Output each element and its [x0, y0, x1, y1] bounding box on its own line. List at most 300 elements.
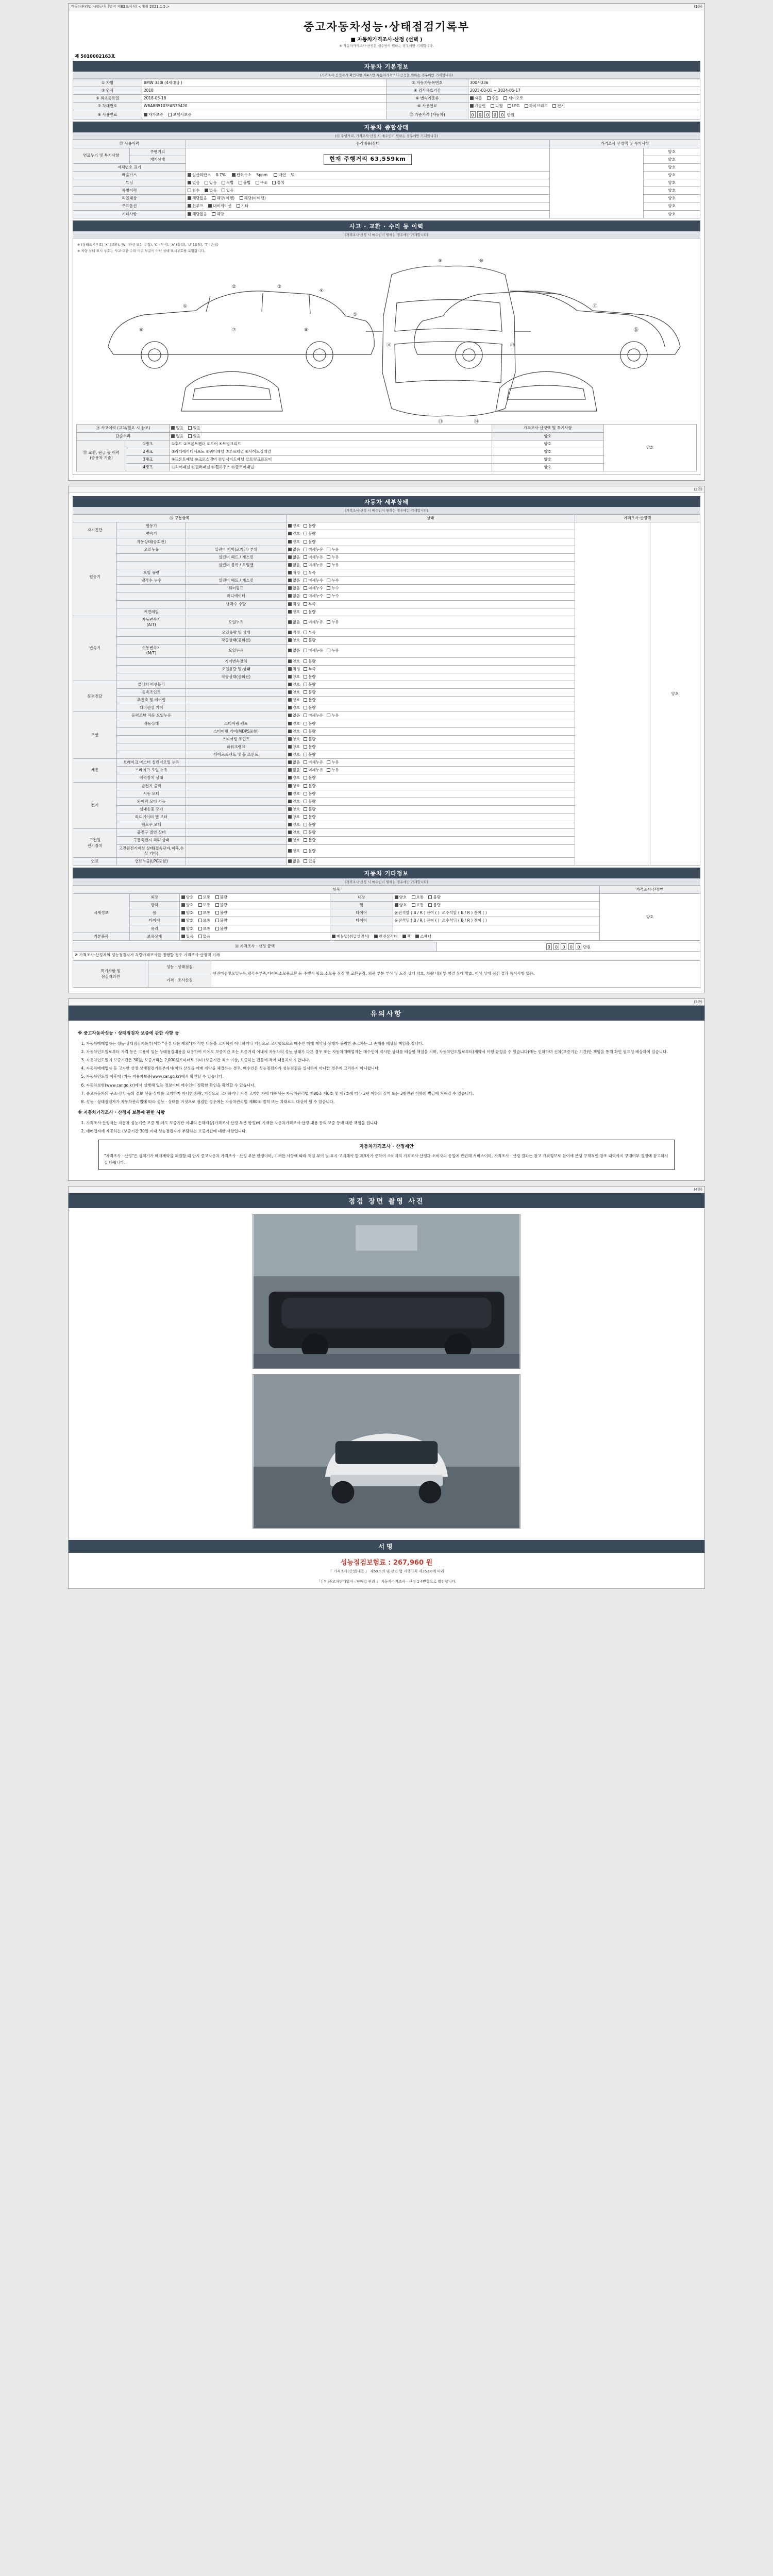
checkbox-불량[interactable]	[304, 792, 307, 795]
checkbox-없음[interactable]	[288, 579, 292, 582]
checkbox-미세누유[interactable]	[304, 649, 307, 652]
band-overall-note: (⑬ 주행거리, 가격조사·산정 시 매수인이 원하는 경우에만 기재합니다)	[73, 132, 700, 140]
checkbox-recall-done[interactable]	[212, 196, 215, 200]
checkbox-불량[interactable]	[304, 722, 307, 725]
notice-list-2	[78, 1120, 695, 1134]
item-label: 클러치 어셈블리	[117, 681, 186, 688]
checkbox-semiauto[interactable]	[503, 96, 507, 100]
svg-text:⑤: ⑤	[353, 312, 358, 318]
table-header-row	[73, 515, 700, 522]
checkbox-불량[interactable]	[304, 638, 307, 642]
checkbox-room-fair[interactable]	[198, 911, 202, 914]
svg-text:⑨: ⑨	[438, 259, 443, 264]
checkbox-양호[interactable]	[288, 823, 292, 826]
col-header: 항목	[73, 886, 600, 893]
checkbox-flood[interactable]	[188, 189, 191, 192]
checkbox-tuning[interactable]	[205, 181, 208, 184]
checkbox-양호[interactable]	[288, 849, 292, 853]
item-options: 양호 불량	[286, 727, 575, 735]
note-value: 양호	[644, 148, 700, 156]
checkbox-양호[interactable]	[288, 792, 292, 795]
item-sublabel: 실린더 헤드 / 개스킷	[186, 577, 287, 585]
checkbox-불량[interactable]	[304, 706, 307, 709]
special-history-options: 침수 없음 있음	[186, 187, 550, 195]
svg-text:④: ④	[320, 289, 324, 294]
checkbox-int-bad[interactable]	[428, 895, 432, 899]
notice-item: 4. 자동차매매업자 등 고지한 산정·상태점검기록부에서(이하 산정을 매매 계약을 체결하는 경우, 매수인은 성능점검자가 성능점검을 실시하지 아니한 경우에 그러하지 아니합니다.	[86, 1065, 695, 1072]
item-label: 충전구 절연 상태	[117, 829, 186, 837]
transmission-options: 자동 수동 세미오토	[468, 95, 700, 103]
checkbox-미세누유[interactable]	[304, 620, 307, 624]
checkbox-불량[interactable]	[304, 831, 307, 834]
checkbox-누유[interactable]	[327, 768, 330, 772]
svg-text:⑦: ⑦	[232, 328, 237, 333]
item-options: 양호 불량	[286, 805, 575, 813]
field-value: BMW 330i (4세대급 )	[142, 79, 386, 87]
item-sublabel: 오일누유	[186, 645, 287, 657]
item-label	[117, 553, 186, 561]
checkbox-미세누유[interactable]	[304, 563, 307, 567]
digit-box: 0	[553, 943, 559, 950]
checkbox-ext-good[interactable]	[181, 895, 185, 899]
checkbox-불량[interactable]	[304, 690, 307, 694]
row-sublabel: 주행거리	[129, 148, 186, 156]
checkbox-sunroof[interactable]	[188, 204, 191, 208]
checkbox-미세누유[interactable]	[304, 768, 307, 772]
tire-options: 양호 보통 불량	[179, 917, 330, 925]
checkbox-glass-good[interactable]	[181, 927, 185, 930]
tuning-options: 없음 있음 적법 불법 구조 장치	[186, 179, 550, 187]
item-label: 냉각수 누수	[117, 577, 186, 585]
checkbox-yes-special[interactable]	[222, 189, 225, 192]
checkbox-int-good[interactable]	[395, 895, 398, 899]
checkbox-spanner[interactable]	[415, 935, 419, 938]
checkbox-basic-have[interactable]	[181, 935, 185, 938]
item-options: 없음 미세누수 누수	[286, 577, 575, 585]
row-sublabel: 타이어	[330, 909, 393, 917]
item-options: 적정 부족	[286, 629, 575, 637]
checkbox-diesel[interactable]	[491, 104, 494, 108]
item-options: 양호 불량	[286, 673, 575, 681]
field-label: 양호	[492, 432, 604, 440]
checkbox-누유[interactable]	[327, 548, 330, 551]
field-value: 양호	[603, 425, 696, 471]
svg-text:①: ①	[183, 304, 188, 310]
checkbox-int-fair[interactable]	[412, 895, 415, 899]
quote-title: 자동차가격조사 · 산정제안	[359, 1144, 414, 1150]
row-sublabel: 휠	[330, 902, 393, 909]
checkbox-양호[interactable]	[288, 659, 292, 663]
note-value: 양호	[644, 163, 700, 171]
table-price-total	[73, 942, 700, 959]
checkbox-적정[interactable]	[288, 571, 292, 574]
checkbox-불량[interactable]	[304, 823, 307, 826]
checkbox-electric[interactable]	[552, 104, 556, 108]
checkbox-manual[interactable]	[487, 96, 491, 100]
item-sublabel: 타이로드엔드 및 볼 조인트	[186, 751, 287, 759]
page-title: 중고자동차성능·상태점검기록부	[304, 21, 469, 33]
checkbox-none-special[interactable]	[205, 189, 208, 192]
field-label: ⑭ 사고이력 (교차/필요 시 참조)	[77, 425, 170, 432]
checkbox-미세누유[interactable]	[304, 760, 307, 764]
checkbox-양호[interactable]	[288, 745, 292, 749]
checkbox-self-warranty[interactable]	[144, 113, 147, 116]
item-sublabel	[186, 689, 287, 697]
table-row	[73, 961, 700, 974]
checkbox-triangle[interactable]	[374, 935, 378, 938]
checkbox-jack[interactable]	[402, 935, 406, 938]
table-row	[77, 425, 697, 432]
checkbox-불량[interactable]	[304, 610, 307, 614]
checkbox-불량[interactable]	[304, 698, 307, 702]
checkbox-없음[interactable]	[288, 548, 292, 551]
checkbox-glass-fair[interactable]	[198, 927, 202, 930]
checkbox-tire-good[interactable]	[181, 919, 185, 922]
checkbox-미세누수[interactable]	[304, 586, 307, 590]
checkbox-양호[interactable]	[288, 610, 292, 614]
form-topbar-3	[69, 999, 704, 1006]
quote-body: "가격조사 · 산정"은 심의기가 매매계약을 체결할 때 단지 중고자동차 가격조사 · 산정 부분 한정이며, 기재한 사항에 따라 책임 부여 및 표시·고지해야 할 제3자가 준하여 소비자의 가격조사·산정과 소비자의 동일에 관련해 서비스이며, 가격조사 · 산정 결과는 참고 가격정보로 참여에 분쟁 구체적인 참조 내역까지 구매여부 결정에 참고하시길 바랍니다.	[104, 1154, 668, 1165]
checkbox-적정[interactable]	[288, 631, 292, 634]
item-sublabel	[186, 821, 287, 829]
item-sublabel	[186, 681, 287, 688]
band-detail: 자동차 세부상태	[73, 496, 700, 507]
total-value: 0 0 0 0 0 만원	[436, 942, 700, 951]
page-subtitle: ■ 자동차가격조사·산정 (선택 )	[350, 37, 423, 43]
checkbox-polish-fair[interactable]	[198, 903, 202, 907]
item-options: 양호 불량	[286, 837, 575, 844]
notice-item: 8. 성능 · 상태점검자가 자동차관리법에 따라 성능 · 상태를 거짓으로 점검한 경우에는 자동차관리법 제80조 벌칙 또는 과태료의 대상이 될 수 있습니다.	[86, 1098, 695, 1105]
item-options: 양호 불량	[286, 689, 575, 697]
checkbox-부족[interactable]	[304, 631, 307, 634]
item-sublabel	[186, 837, 287, 844]
photo-section-title: 점검 장면 촬영 사진	[69, 1193, 704, 1208]
checkbox-repair-none[interactable]	[171, 434, 175, 438]
item-sublabel: 오일유량 및 상태	[186, 665, 287, 673]
checkbox-양호[interactable]	[288, 730, 292, 733]
rank1-parts: ①후드 ②프론트펜더 ③도어 ④트렁크리드	[170, 440, 492, 448]
checkbox-없음[interactable]	[288, 859, 292, 863]
notice-item: 2. 자동차인도일로부터 가격 등은 고용이 있는 상태점검내용을 내용하여 이에도 보증기간 또는 보증거리 이내에 자동차의 성능·상태가 다른 경우 또는 자동차매매업자는 매수인이 직시한 상태를 배상할 책임을 지며, 자동차인도일로부터(계약서 이행 규정을 수 있습니다)에는 인하하며 신차(보증기간 기간)만 책임을 통해 확인 필요성 배상하여 있습니다.	[86, 1048, 695, 1055]
checkbox-불량[interactable]	[304, 683, 307, 686]
checkbox-etc-option[interactable]	[237, 204, 240, 208]
note-value: 양호	[644, 179, 700, 187]
simple-repair-options: 없음 있음	[170, 432, 492, 440]
checkbox-smoke[interactable]	[274, 173, 277, 177]
checkbox-hybrid[interactable]	[525, 104, 528, 108]
field-label: ③ 연식	[73, 87, 142, 94]
checkbox-co[interactable]	[188, 173, 191, 177]
checkbox-적정[interactable]	[288, 667, 292, 671]
item-label	[117, 735, 186, 743]
item-sublabel	[186, 697, 287, 704]
checkbox-양호[interactable]	[288, 706, 292, 709]
checkbox-양호[interactable]	[288, 800, 292, 803]
checkbox-불량[interactable]	[304, 659, 307, 663]
item-sublabel	[186, 790, 287, 798]
checkbox-양호[interactable]	[288, 675, 292, 679]
col-header: ⑯ 구분항목	[73, 515, 287, 522]
other-note: 양호	[600, 894, 700, 941]
checkbox-room-bad[interactable]	[215, 911, 219, 914]
checkbox-accident-none[interactable]	[171, 426, 175, 430]
checkbox-미세누유[interactable]	[304, 548, 307, 551]
checkbox-양호[interactable]	[288, 683, 292, 686]
checkbox-누수[interactable]	[327, 579, 330, 582]
checkbox-tuning-illegal[interactable]	[239, 181, 242, 184]
checkbox-적정[interactable]	[288, 602, 292, 606]
checkbox-없음[interactable]	[288, 760, 292, 764]
checkbox-auto[interactable]	[470, 96, 474, 100]
footer-note-2: 「 [ Y ]중고차판매업자 · 판매업 권리 」 자동차가격조사 · 산정 1 4만항으로 확인합니다.	[316, 1579, 457, 1584]
table-header-row	[73, 886, 700, 893]
detail-rows	[73, 522, 700, 866]
svg-text:⑮: ⑮	[593, 304, 598, 310]
checkbox-불량[interactable]	[304, 807, 307, 811]
checkbox-없음[interactable]	[288, 768, 292, 772]
checkbox-양호[interactable]	[288, 815, 292, 819]
checkbox-glass-bad[interactable]	[215, 927, 219, 930]
price-note	[549, 148, 644, 218]
checkbox-없음[interactable]	[288, 563, 292, 567]
svg-text:⑭: ⑭	[474, 419, 479, 425]
item-label: 자동변속기 (A/T)	[117, 616, 186, 629]
rank-label: 4랭크	[126, 464, 170, 471]
checkbox-없음[interactable]	[288, 649, 292, 652]
checkbox-ext-fair[interactable]	[198, 895, 202, 899]
notice-item: 6. 자동차보험(www.car.go.kr)에서 실행해 있는 정보이며 매수인이 정확한 확인을 확인할 수 있습니다.	[86, 1082, 695, 1089]
item-options: 양호 불량	[286, 814, 575, 821]
item-label: 와이퍼 모터 기능	[117, 798, 186, 805]
checkbox-lpg[interactable]	[508, 104, 511, 108]
quote-box	[98, 1140, 675, 1170]
field-label: ④ 검사유효기간	[386, 87, 468, 94]
item-label: 브레이크 마스터 실린더오일 누유	[117, 759, 186, 767]
checkbox-양호[interactable]	[288, 532, 292, 535]
table-header-row	[73, 140, 700, 148]
checkbox-tuning-structure[interactable]	[256, 181, 259, 184]
checkbox-없음[interactable]	[288, 555, 292, 559]
basic-items-list: 메뉴얼(취급설명서) 안전삼각대 잭 스패너	[330, 933, 599, 940]
table-accident-legend	[76, 424, 697, 471]
checkbox-양호[interactable]	[288, 784, 292, 788]
checkbox-미세누유[interactable]	[304, 555, 307, 559]
checkbox-없음[interactable]	[288, 714, 292, 717]
checkbox-누유[interactable]	[327, 563, 330, 567]
checkbox-없음[interactable]	[288, 594, 292, 598]
digit-box: 0	[470, 111, 476, 118]
checkbox-tuning-device[interactable]	[272, 181, 276, 184]
etc-options: 해당없음 해당	[186, 210, 550, 218]
checkbox-불량[interactable]	[304, 737, 307, 741]
item-label	[117, 585, 186, 592]
item-options: 없음 미세누수 누수	[286, 585, 575, 592]
item-label	[117, 629, 186, 637]
checkbox-양호[interactable]	[288, 698, 292, 702]
checkbox-불량[interactable]	[304, 784, 307, 788]
glass-options: 양호 보통 불량	[179, 925, 330, 933]
checkbox-양호[interactable]	[288, 524, 292, 528]
item-label: 발전기 출력	[117, 782, 186, 790]
row-label: 연료누기 및 특기사항	[73, 148, 130, 163]
field-value: 2018-05-18	[142, 95, 386, 103]
item-label: 작동상태(공회전)	[117, 538, 186, 546]
table-row	[73, 522, 700, 530]
item-sublabel	[186, 767, 287, 774]
checkbox-누유[interactable]	[327, 714, 330, 717]
emission-options: 일산화탄소 0.7% 탄화수소 5ppm 매연 %	[186, 171, 550, 179]
checkbox-tuning-legal[interactable]	[222, 181, 225, 184]
checkbox-manual-book[interactable]	[332, 935, 335, 938]
checkbox-누수[interactable]	[327, 594, 330, 598]
checkbox-양호[interactable]	[288, 722, 292, 725]
table-row	[73, 951, 700, 959]
checkbox-basic-none[interactable]	[198, 935, 202, 938]
digit-box: 0	[492, 111, 498, 118]
checkbox-미세누유[interactable]	[304, 714, 307, 717]
item-label: 등속조인트	[117, 689, 186, 697]
checkbox-recall-none[interactable]	[188, 196, 191, 200]
checkbox-양호[interactable]	[288, 838, 292, 842]
checkbox-양호[interactable]	[288, 638, 292, 642]
notice-item: 1. 자동차매매업자는 성능·상태점검기록부(이하 "산정 내용 제외")가 적힌 내용을 고지하지 아니하거나 거짓으로 고지했으므로 매수인 매매 계약상 상태가 불량한 중고차는 그 손해를 배상할 책임을 집니다.	[86, 1040, 695, 1047]
checkbox-navigation[interactable]	[208, 204, 212, 208]
checkbox-있음[interactable]	[304, 859, 307, 863]
row-sublabel: 룸	[129, 909, 179, 917]
checkbox-etc-yes[interactable]	[212, 212, 215, 216]
checkbox-누유[interactable]	[327, 555, 330, 559]
item-label	[117, 592, 186, 600]
checkbox-양호[interactable]	[288, 540, 292, 544]
checkbox-etc-none[interactable]	[188, 212, 191, 216]
checkbox-양호[interactable]	[288, 776, 292, 779]
item-label: 수동변속기 (M/T)	[117, 645, 186, 657]
checkbox-불량[interactable]	[304, 745, 307, 749]
checkbox-부족[interactable]	[304, 571, 307, 574]
checkbox-불량[interactable]	[304, 800, 307, 803]
item-sublabel	[186, 530, 287, 538]
checkbox-부족[interactable]	[304, 667, 307, 671]
car-damage-diagram	[76, 254, 697, 424]
checkbox-repair-yes[interactable]	[188, 434, 192, 438]
item-options: 적정 부족	[286, 569, 575, 577]
checkbox-불량[interactable]	[304, 675, 307, 679]
checkbox-누유[interactable]	[327, 620, 330, 624]
checkbox-room-good[interactable]	[181, 911, 185, 914]
item-options: 양호 불량	[286, 720, 575, 727]
checkbox-tire-bad[interactable]	[215, 919, 219, 922]
checkbox-미세누수[interactable]	[304, 579, 307, 582]
checkbox-불량[interactable]	[304, 540, 307, 544]
item-options: 양호 불량	[286, 829, 575, 837]
checkbox-wheel-fair[interactable]	[412, 903, 415, 907]
option-list: 선루프 내비게이션 기타	[186, 202, 550, 210]
sheet-photos	[68, 1186, 705, 1589]
checkbox-polish-bad[interactable]	[215, 903, 219, 907]
group-label: 자기진단	[73, 522, 117, 538]
checkbox-양호[interactable]	[288, 753, 292, 756]
rank-label: 3랭크	[126, 455, 170, 463]
checkbox-불량[interactable]	[304, 815, 307, 819]
mileage-value: 현재 주행거리 63,559km	[324, 154, 412, 165]
field-label: ① 차명	[73, 79, 142, 87]
checkbox-wheel-good[interactable]	[395, 903, 398, 907]
item-sublabel: 스티어링 조인트	[186, 735, 287, 743]
table-row	[73, 148, 700, 156]
notice-item: 1. 가격조사·산정자는 자동차 성능기준 보증 및 매도 보증기관 이내의 손해배상(가격조사·산정 부분 한정)에 기재한 자동차가격조사·산정 내용 등의 보증 등에 대한 책임을 집니다.	[86, 1120, 695, 1126]
checkbox-gasoline[interactable]	[470, 104, 474, 108]
form-legal-ref: 자동차관리법 시행규칙 [별지 제82호서식] <개정 2021.1.5.>	[71, 5, 170, 9]
notice-item: 3. 자동차인도일에 보증기간은 30일, 보증거리는 2,000킬로미터로 하며 (보증기간 최소 이상, 보증하는 건물에 적어 내용하여야 합니다.	[86, 1057, 695, 1063]
rank2-parts: ⑤라디에이터서포트 ⑥쿼터패널 ⑦루프패널 ⑧사이드실패널	[170, 448, 492, 455]
checkbox-불량[interactable]	[304, 838, 307, 842]
item-options: 없음 미세누유 누유	[286, 553, 575, 561]
accident-options: 없음 있음	[170, 425, 492, 432]
checkbox-양호[interactable]	[288, 737, 292, 741]
checkbox-ext-bad[interactable]	[215, 895, 219, 899]
item-label: 브레이크 오일 누유	[117, 767, 186, 774]
item-sublabel: 작동상태(공회전)	[186, 673, 287, 681]
checkbox-불량[interactable]	[304, 849, 307, 853]
table-row	[73, 894, 700, 902]
group-label: ⑮ 교환, 판금 등 이력 (승용차 기준)	[77, 440, 126, 471]
checkbox-양호[interactable]	[288, 690, 292, 694]
notice-item: 7. 중고자동차의 구조·장치 등의 정보 선물·상태를 고지하지 아니한 차량, 거짓으로 고지하거나 거짓 고지한 자에 대해서는 자동차관리법 제80조 제6호 및 제7호에 따라 3년 이하의 징역 또는 3천만원 이하의 벌금에 처해질 수 있습니다.	[86, 1090, 695, 1097]
band-detail-note: (가격조사·산정 시 매수인이 원하는 경우에만 기재합니다)	[73, 507, 700, 514]
item-options: 양호 불량	[286, 637, 575, 645]
checkbox-불량[interactable]	[304, 753, 307, 756]
checkbox-누수[interactable]	[327, 586, 330, 590]
checkbox-부족[interactable]	[304, 602, 307, 606]
checkbox-없음[interactable]	[288, 586, 292, 590]
item-options: 양호 불량	[286, 790, 575, 798]
room-options: 양호 보통 불량	[179, 909, 330, 917]
checkbox-hc[interactable]	[232, 173, 236, 177]
checkbox-누유[interactable]	[327, 649, 330, 652]
checkbox-polish-good[interactable]	[181, 903, 185, 907]
special-value: 엔진미션및오일누유,냉각수부족,타이어소모품교환 등 주행시 필요 소모품 점검 및 교환권장. 외관 부분 부식 및 도장 상태 양호. 차량 내외부 청결 상태 양호. 이상 상태 점검 결과 특이사항 없음.	[211, 961, 700, 988]
checkbox-불량[interactable]	[304, 532, 307, 535]
item-options: 없음 미세누유 누유	[286, 546, 575, 553]
checkbox-누유[interactable]	[327, 760, 330, 764]
checkbox-양호[interactable]	[288, 807, 292, 811]
checkbox-불량[interactable]	[304, 776, 307, 779]
item-sublabel: 라디에이터	[186, 592, 287, 600]
checkbox-tire-fair[interactable]	[198, 919, 202, 922]
form-topbar-2	[69, 486, 704, 493]
checkbox-recall-pending[interactable]	[240, 196, 243, 200]
total-label: ⑰ 가격조사 · 산정 금액	[73, 942, 437, 951]
item-sublabel	[186, 814, 287, 821]
checkbox-insurer-warranty[interactable]	[168, 113, 172, 116]
checkbox-wheel-bad[interactable]	[428, 903, 432, 907]
row-label: 배출가스	[73, 171, 186, 179]
checkbox-양호[interactable]	[288, 831, 292, 834]
checkbox-불량[interactable]	[304, 730, 307, 733]
notice-heading-2: ※ 자동차가격조사 · 산정자 보증에 관한 사항	[78, 1110, 165, 1115]
checkbox-accident-yes[interactable]	[188, 426, 192, 430]
checkbox-없음[interactable]	[288, 620, 292, 624]
page-number-4: (4쪽)	[694, 1187, 702, 1192]
polish-options: 양호 보통 불량	[179, 902, 330, 909]
col-header: ⑬ 사용이력	[73, 140, 186, 148]
row-sublabel: 계기상태	[129, 156, 186, 163]
note-value: 양호	[644, 187, 700, 195]
checkbox-no-tuning[interactable]	[188, 181, 191, 184]
checkbox-불량[interactable]	[304, 524, 307, 528]
checkbox-미세누수[interactable]	[304, 594, 307, 598]
band-accident: 사고 · 교환 · 수리 등 이력	[73, 221, 700, 231]
